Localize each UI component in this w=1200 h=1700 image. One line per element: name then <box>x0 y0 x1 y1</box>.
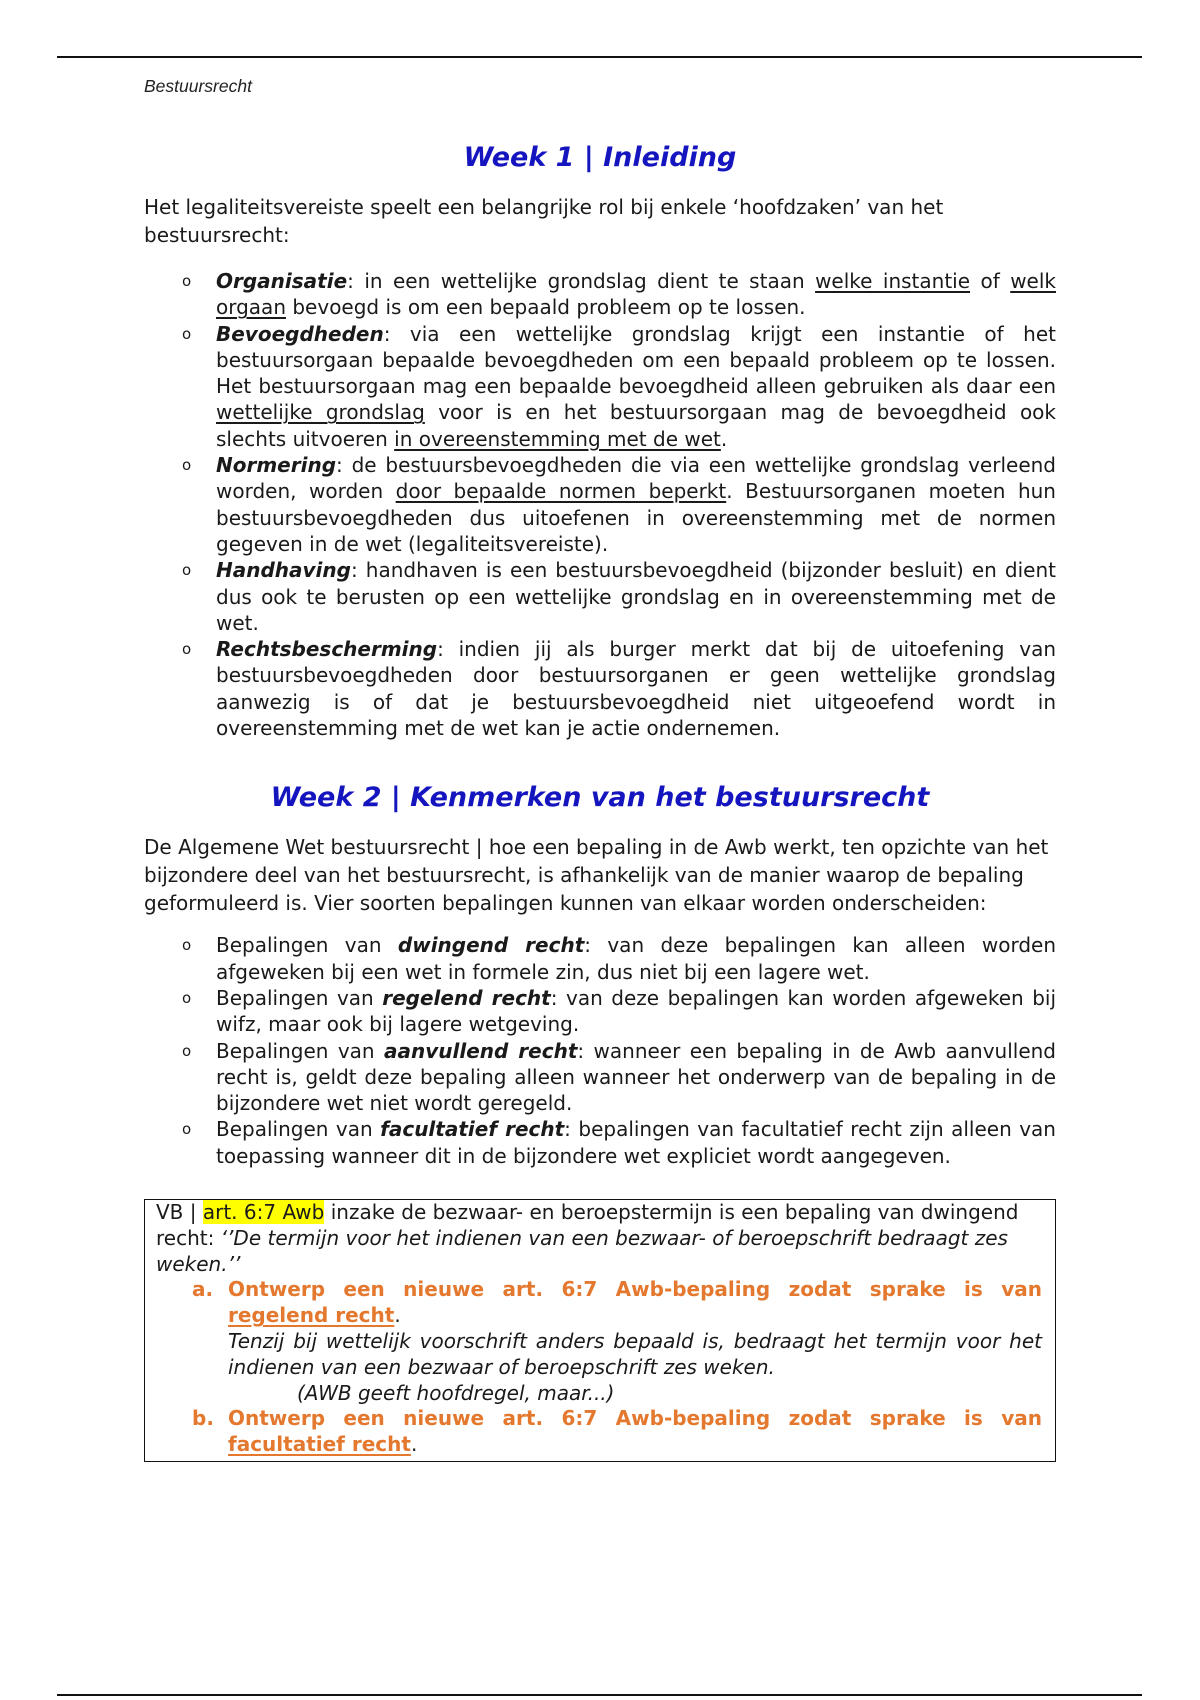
key-term: Bevoegdheden <box>216 321 384 346</box>
bullet-item-handhaving <box>144 557 1056 636</box>
exercise-item-a <box>192 1277 1042 1406</box>
italic-quote: ‘’De termijn voor het indienen van een bezwaar- of beroepschrift bedraagt zes weken.’’ <box>156 1225 1008 1276</box>
bullet-text <box>216 1116 1056 1169</box>
exercise-note: (AWB geeft hoofdregel, maar...) <box>297 1380 615 1405</box>
bullet-marker: o <box>182 272 192 290</box>
underlined-text: wettelijke grondslag <box>216 400 425 425</box>
exercise-item-b <box>192 1406 1042 1458</box>
running-header: Bestuursrecht <box>144 76 252 96</box>
exercise-question <box>228 1406 1042 1458</box>
week2-title: Week 2 | Kenmerken van het bestuursrecht <box>270 782 930 814</box>
bullet-text <box>216 636 1056 741</box>
key-term: aanvullend recht <box>383 1038 578 1063</box>
bullet-text <box>216 1038 1056 1117</box>
key-term: dwingend recht <box>397 933 585 958</box>
week2-intro: De Algemene Wet bestuursrecht | hoe een bepaling in de Awb werkt, ten opzichte van het bijzondere deel van het bestuursrecht, is afhankelijk van de manier waarop de bepaling geformuleerd is. Vier soorten bepalingen kunnen van elkaar worden onderscheiden: <box>144 835 1049 916</box>
text-segment: : de bestuursbevoegdheden die via een wettelijke grondslag verleend worden, worden <box>216 453 1056 504</box>
underlined-text: in overeenstemming met de wet <box>394 426 721 451</box>
document-body <box>144 141 1056 1462</box>
text-segment: : van deze bepalingen kan alleen worden afgeweken bij een wet in formele zin, dus niet bij een lagere wet. <box>216 933 1056 984</box>
text-segment: : wanneer een bepaling in de Awb aanvullend recht is, geldt deze bepaling alleen wanneer het onderwerp van de bepaling in de bijzondere wet niet wordt geregeld. <box>216 1038 1056 1116</box>
week1-title: Week 1 | Inleiding <box>463 142 737 173</box>
text-segment: : in een wettelijke grondslag dient te staan <box>347 269 816 293</box>
bullet-item-dwingend-recht <box>144 932 1056 985</box>
bullet-item-regelend-recht <box>144 985 1056 1038</box>
bullet-item-rechtsbescherming <box>144 636 1056 741</box>
text-segment: Bepalingen van <box>216 933 398 958</box>
bullet-marker: o <box>182 324 192 343</box>
bullet-marker: o <box>182 936 192 955</box>
bullet-item-bevoegdheden <box>144 321 1056 452</box>
underlined-text: welk orgaan <box>216 269 1057 320</box>
exercise-label: a. <box>192 1277 214 1302</box>
bottom-rule <box>57 1694 1142 1696</box>
text-segment: . <box>394 1303 401 1328</box>
text-segment: : van deze bepalingen kan worden afgeweken bij wifz, maar ook bij lagere wetgeving. <box>216 985 1057 1037</box>
bullet-text <box>216 557 1056 636</box>
bullet-text <box>216 985 1056 1038</box>
text-segment: . <box>410 1432 418 1457</box>
underlined-exercise-term: regelend recht <box>228 1303 395 1328</box>
week1-intro: Het legaliteitsvereiste speelt een belangrijke rol bij enkele ‘hoofdzaken’ van het bestuursrecht: <box>144 195 944 247</box>
key-term: facultatief recht <box>380 1117 565 1142</box>
text-segment: VB | <box>156 1200 203 1225</box>
exercise-answer: Tenzij bij wettelijk voorschrift anders bepaald is, bedraagt het termijn voor het indienen van een bezwaar of beroepschrift zes weken. <box>228 1329 1042 1379</box>
bullet-text <box>216 932 1056 985</box>
text-segment: . <box>720 426 728 451</box>
bullet-item-facultatief-recht <box>144 1116 1056 1169</box>
key-term: regelend recht <box>382 985 551 1010</box>
text-segment: of <box>970 269 1011 293</box>
bullet-text <box>216 452 1056 557</box>
text-segment: . Bestuursorganen moeten hun bestuursbevoegdheden dus uitoefenen in overeenstemming met de normen gegeven in de wet (legaliteitsvereiste). <box>216 479 1056 556</box>
text-segment: : via een wettelijke grondslag krijgt een instantie of het bestuursorgaan bepaalde bevoegdheden om een bepaald probleem op te lossen. Het bestuursorgaan mag een bepaalde bevoegdheid alleen gebruiken als daar een <box>216 321 1056 399</box>
bullet-item-normering <box>144 452 1056 557</box>
exercise-question <box>228 1277 1042 1329</box>
bullet-marker: o <box>182 640 192 659</box>
example-box <box>144 1199 1056 1462</box>
bullet-marker: o <box>182 1041 192 1060</box>
underlined-text: door bepaalde normen beperkt <box>395 479 727 504</box>
bullet-marker: o <box>182 988 192 1007</box>
key-term: Rechtsbescherming <box>216 637 438 662</box>
underlined-text: welke instantie <box>815 269 971 293</box>
bullet-marker: o <box>182 456 192 475</box>
key-term: Organisatie <box>216 269 348 293</box>
example-lead <box>156 1200 1042 1277</box>
top-rule <box>57 56 1142 58</box>
text-segment: Bepalingen van <box>216 985 383 1010</box>
text-segment: voor is en het bestuursorgaan mag de bevoegdheid ook slechts uitvoeren <box>216 400 1056 451</box>
bullet-text <box>216 268 1056 321</box>
bullet-marker: o <box>182 561 192 580</box>
text-segment: : indien jij als burger merkt dat bij de uitoefening van bestuursbevoegdheden door bestuursorganen er geen wettelijke grondslag aanwezig is of dat je bestuursbevoegdheid niet uitgeoefend wordt in overeenstemming met de wet kan je actie ondernemen. <box>216 637 1056 741</box>
text-segment: inzake de bezwaar- en beroepstermijn is een bepaling van dwingend recht: <box>156 1200 1019 1250</box>
exercise-heading-text: Ontwerp een nieuwe art. 6:7 Awb-bepaling zodat sprake is van <box>228 1406 1042 1431</box>
text-segment: : bepalingen van facultatief recht zijn alleen van toepassing wanneer dit in de bijzondere wet expliciet wordt aangegeven. <box>216 1117 1056 1168</box>
text-segment: bevoegd is om een bepaald probleem op te lossen. <box>286 295 806 320</box>
highlighted-reference: art. 6:7 Awb <box>202 1200 325 1225</box>
exercise-heading-text: Ontwerp een nieuwe art. 6:7 Awb-bepaling zodat sprake is van <box>228 1277 1042 1302</box>
text-segment: Bepalingen van <box>216 1117 381 1142</box>
exercise-body <box>228 1277 1042 1406</box>
key-term: Normering <box>216 453 337 478</box>
bullet-item-organisatie <box>144 268 1056 321</box>
bullet-text <box>216 321 1056 452</box>
week2-bullet-list <box>144 932 1056 1169</box>
bullet-item-aanvullend-recht <box>144 1038 1056 1117</box>
text-segment: Bepalingen van <box>216 1038 384 1063</box>
key-term: Handhaving <box>216 558 351 583</box>
bullet-marker: o <box>182 1120 192 1139</box>
exercise-body <box>228 1406 1042 1458</box>
week1-bullet-list <box>144 268 1056 741</box>
underlined-exercise-term: facultatief recht <box>228 1432 411 1457</box>
exercise-label: b. <box>192 1406 214 1431</box>
text-segment: : handhaven is een bestuursbevoegdheid (bijzonder besluit) en dient dus ook te berusten op een wettelijke grondslag en in overeenstemming met de wet. <box>216 558 1056 635</box>
